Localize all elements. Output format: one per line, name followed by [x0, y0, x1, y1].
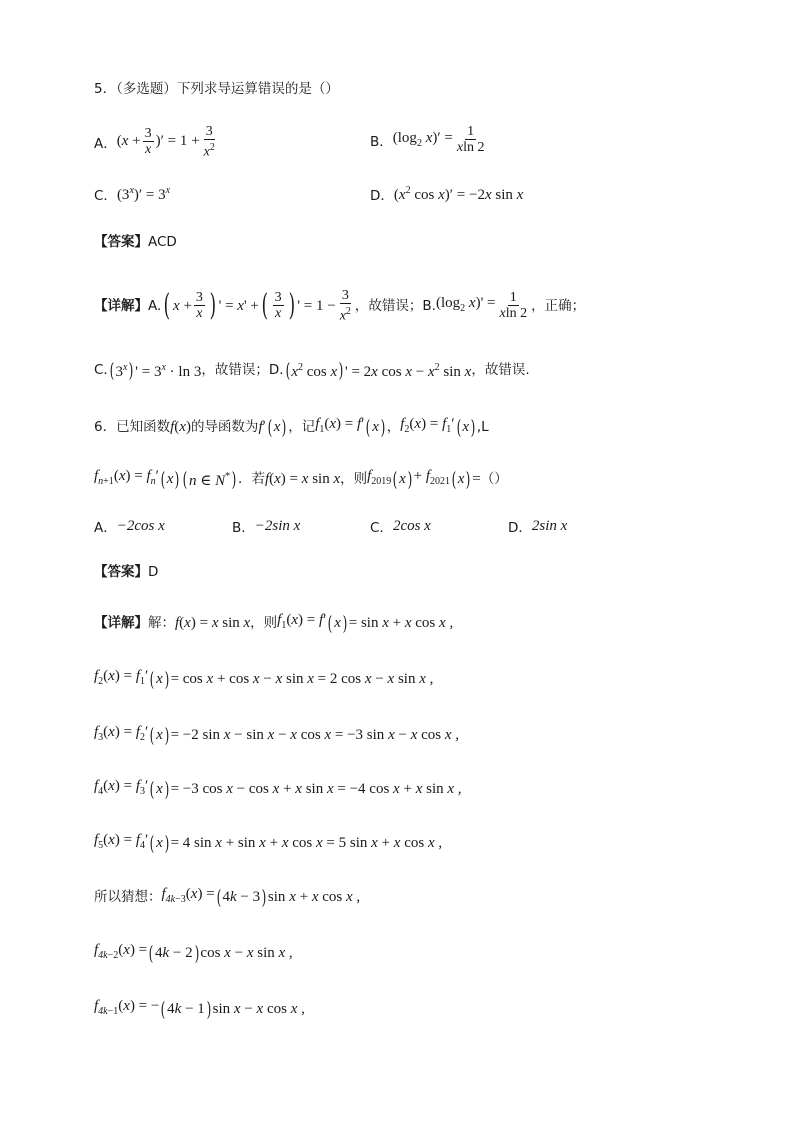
option-label: B．: [232, 520, 255, 536]
q5-detail-2: C. ( 3$^x$ ) ' = $3^x \cdot \ln 3$ ，故错误； D. ( $x^2$ cos x ) ' = 2x $\cos x - x^2$ sin x ，故错误.: [94, 358, 530, 382]
detail-d-label: D.: [268, 362, 284, 378]
q6-stem-text: 6．已知函数: [94, 419, 171, 435]
option-value: −2cos x: [116, 517, 165, 534]
q6-stem-text: ，则: [340, 471, 368, 487]
q6-stem-text: ．若: [237, 471, 265, 487]
answer-tag: 【答案】: [94, 234, 148, 250]
option-value: 2sin x: [531, 517, 568, 534]
option-label: C．: [94, 188, 117, 204]
q5-option-d: D． ($x^2$ cos x)′ = −2x sin x: [370, 184, 524, 204]
q6-stem-text: 的导函数为: [190, 419, 259, 435]
option-label: C．: [370, 520, 393, 536]
option-value: 2cos x: [392, 517, 431, 534]
q5-stem: [94, 79, 339, 99]
option-label: A．: [94, 520, 117, 536]
q6-answer: [94, 562, 158, 582]
detail-tag: 【详解】: [94, 297, 148, 314]
q6-detail-f2: $f_2(x) = f_1'$ ( x ) = cos x + cos x − x sin x = 2 cos x − x sin x ,: [94, 667, 434, 691]
q6-stem-1: 6．已知函数 f(x) 的导函数为 f′ ( x ) ，记 $f_1(x) = f'$ ( x ) ， $f_2(x) = f_1'$ ( x ) ,L: [94, 415, 489, 439]
answer-tag: 【答案】: [94, 564, 148, 580]
option-label: D．: [508, 520, 532, 536]
q5-option-a: A． (x + $\frac{3}{x}$ )′ = 1 + $\frac{3}{x^2}$: [94, 124, 215, 160]
q6-stem-2: $f_{n+1}(x) = f_n'$ ( x ) ( n ∈ N* ) ．若 f(x) = x sin x ，则 $f_{2019}$ ( x ) + $f_{2021}$ ( x ) = （）: [94, 467, 508, 491]
detail-c-label: C.: [94, 362, 108, 378]
option-label: B．: [370, 133, 393, 150]
detail-tag: 【详解】: [94, 615, 148, 631]
q6-stem-text: ，记: [288, 419, 316, 435]
q6-detail-f3: $f_3(x) = f_2'$ ( x ) = −2 sin x − sin x − x cos x = −3 sin x − x cos x ,: [94, 723, 460, 747]
q6-detail-f4k-1: $f_{4k-1}(x)$ = − ( 4k − 1 ) sin x − x cos x ,: [94, 997, 305, 1021]
detail-wrong-text: ，故错误.: [471, 362, 530, 378]
q6-option-d: [508, 516, 567, 536]
q6-option-c: [370, 516, 431, 536]
q5-stem-text: 5．（多选题）下列求导运算错误的是（）: [94, 81, 339, 97]
q6-option-a: [94, 516, 165, 536]
q6-detail-conjecture: 所以猜想： $f_{4k-3}(x)$ = ( 4k − 3 ) sin x + x cos x ,: [94, 885, 361, 909]
q6-stem-text: （）: [480, 471, 508, 487]
detail-b-label: B.: [422, 297, 436, 314]
q6-detail-f4k-2: $f_{4k-2}(x)$ = ( 4k − 2 ) cos x − x sin x ,: [94, 941, 293, 965]
q6-detail-f5: $f_5(x) = f_4'$ ( x ) = 4 sin x + sin x + x cos x = 5 sin x + x cos x ,: [94, 831, 443, 855]
option-value: −2sin x: [254, 517, 301, 534]
detail-wrong-text: ，故错误；: [354, 297, 423, 314]
option-label: D．: [370, 188, 394, 204]
detail-wrong-text: ，故错误；: [201, 362, 269, 378]
q6-stem-text: ,L: [476, 419, 489, 435]
detail-then: ，则: [250, 615, 278, 631]
answer-value: ACD: [148, 234, 177, 250]
answer-value: D: [148, 564, 159, 580]
detail-a-label: A.: [148, 297, 162, 314]
q5-option-c: C． $(3^x)' = 3^x$: [94, 184, 171, 204]
option-label: A．: [94, 135, 117, 152]
q6-detail-f4: $f_4(x) = f_3'$ ( x ) = −3 cos x − cos x + x sin x = −4 cos x + x sin x ,: [94, 777, 462, 801]
q5-option-b: B． ($\log_2$ x)′ = $\frac{1}{xln 2}$: [370, 124, 485, 155]
conjecture-label: 所以猜想：: [94, 889, 162, 905]
q6-option-b: [232, 516, 300, 536]
detail-correct-text: ，正确；: [531, 297, 586, 314]
q5-detail-1: 【详解】 A. ( x + $\frac{3}{x}$ ) ' = x' + ( $\frac{3}{x}$ ) ' = 1 − $\frac{3}{x^2}$ ，故错误； B. ($\log_2$ x)' = $\frac{1}{xln 2}$ ，正确；: [94, 287, 586, 324]
q6-stem-text: ，: [386, 419, 401, 435]
detail-jie: 解：: [148, 615, 175, 631]
q6-detail-1: 【详解】 解： f(x) = x sin x ，则 $f_1(x) = f'$ ( x ) = sin x + x cos x ,: [94, 611, 454, 635]
q5-answer: [94, 232, 177, 252]
